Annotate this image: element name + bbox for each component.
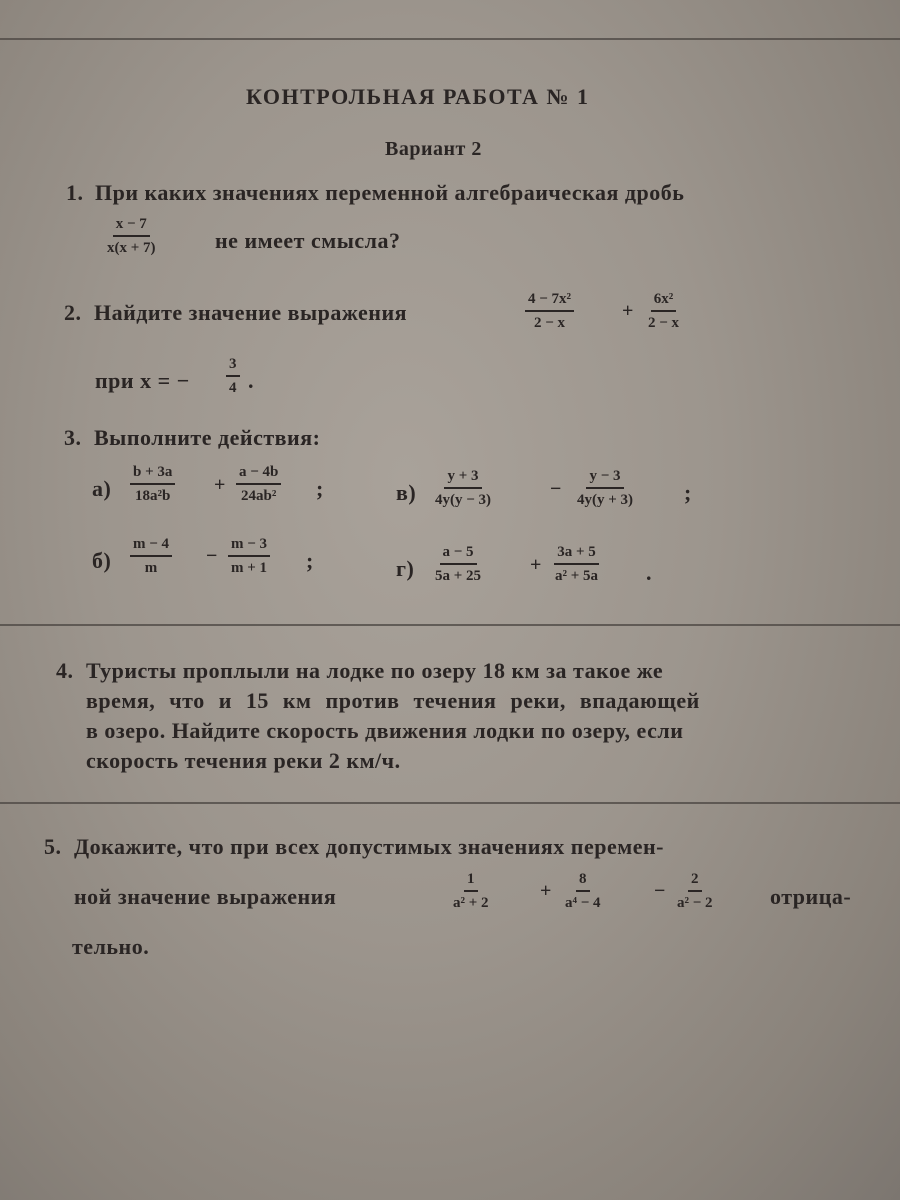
task3b-den2: m + 1: [231, 560, 268, 576]
task1-text: При каких значениях переменной алгебраическая дробь: [95, 180, 685, 205]
task2-text: Найдите значение выражения: [94, 300, 408, 325]
task5-fraction-2: [562, 870, 604, 912]
task1-text-after: не имеет смысла?: [215, 228, 401, 253]
task3v-fraction-1: [432, 467, 494, 509]
task5-den1: a² + 2: [453, 895, 489, 911]
task2-x-numerator: 3: [226, 355, 240, 377]
task4-number: 4.: [56, 658, 74, 683]
task3g-den1: 5a + 25: [435, 568, 482, 584]
task3-number: 3.: [64, 425, 82, 450]
task3v-den2: 4y(y + 3): [577, 492, 634, 508]
task3b-fraction-1: [130, 535, 172, 577]
task2-fraction-2-numerator: 6x²: [651, 290, 677, 312]
variant-label: Вариант 2: [385, 138, 482, 160]
task3g-num1: a − 5: [440, 543, 477, 565]
task3g-fraction-1: [432, 543, 484, 585]
task1-fraction-numerator: x − 7: [113, 215, 150, 237]
task3b-end: ;: [306, 548, 314, 573]
task3a-operator: +: [214, 474, 226, 496]
task3b-num2: m − 3: [228, 535, 270, 557]
task5-operator-2: −: [654, 880, 666, 902]
top-divider: [0, 38, 900, 40]
divider-before-task4: [0, 624, 900, 626]
task3v-end: ;: [684, 480, 692, 505]
task3b-operator: −: [206, 545, 218, 567]
task3b-num1: m − 4: [130, 535, 172, 557]
task2-condition: при x = −: [95, 368, 190, 393]
task3a-label: а): [92, 476, 112, 501]
task4-line3: в озеро. Найдите скорость движения лодки по озеру, если: [86, 718, 684, 743]
task4-line2: время, что и 15 км против течения реки, впадающей: [86, 688, 700, 713]
divider-before-task5: [0, 802, 900, 804]
task3a-den2: 24ab²: [241, 488, 277, 504]
task5-line2-end: отрица-: [770, 884, 852, 909]
task3v-num1: y + 3: [444, 467, 481, 489]
task3a-num2: a − 4b: [236, 463, 281, 485]
task3-text: Выполните действия:: [94, 425, 321, 450]
task5-line2: ной значение выражения: [74, 884, 337, 909]
task2-fraction-1-denominator: 2 − x: [533, 315, 566, 331]
task5-num2: 8: [576, 870, 590, 892]
task5-number: 5.: [44, 834, 62, 859]
task2-fraction-1-numerator: 4 − 7x²: [525, 290, 574, 312]
task3v-operator: −: [550, 478, 562, 500]
task3b-label: б): [92, 548, 112, 573]
task3g-fraction-2: [552, 543, 601, 585]
task2-fraction-2-denominator: 2 − x: [648, 315, 680, 331]
task1-number: 1.: [66, 180, 84, 205]
task3a-den1: 18a²b: [135, 488, 171, 504]
task3g-den2: a² + 5a: [555, 568, 599, 584]
task3a-num1: b + 3a: [130, 463, 175, 485]
task3a-fraction-1: [130, 463, 175, 505]
page-title: КОНТРОЛЬНАЯ РАБОТА № 1: [246, 84, 590, 109]
task3v-fraction-2: [574, 467, 636, 509]
task4-line4: скорость течения реки 2 км/ч.: [86, 748, 401, 773]
task5-operator-1: +: [540, 880, 552, 902]
task2-number: 2.: [64, 300, 82, 325]
task3g-operator: +: [530, 554, 542, 576]
task1-fraction: [104, 215, 159, 257]
task3v-den1: 4y(y − 3): [435, 492, 492, 508]
task5-num3: 2: [688, 870, 702, 892]
task3v-num2: y − 3: [586, 467, 623, 489]
task2-x-denominator: 4: [229, 380, 237, 396]
task3a-fraction-2: [236, 463, 281, 505]
task3a-end: ;: [316, 476, 324, 501]
task2-fraction-1: [525, 290, 574, 332]
task2-fraction-2: [645, 290, 682, 332]
task3g-label: г): [396, 556, 415, 581]
task5-num1: 1: [464, 870, 478, 892]
task2-period: .: [248, 368, 254, 393]
task5-line1: Докажите, что при всех допустимых значениях перемен-: [74, 834, 664, 859]
task3g-end: .: [646, 560, 652, 585]
task5-line3: тельно.: [72, 934, 150, 959]
task2-plus: +: [622, 300, 634, 322]
task5-fraction-3: [674, 870, 716, 912]
task5-den2: a⁴ − 4: [565, 895, 601, 911]
task5-den3: a² − 2: [677, 895, 713, 911]
task3g-num2: 3a + 5: [554, 543, 599, 565]
task5-fraction-1: [450, 870, 492, 912]
task2-x-fraction: [226, 355, 240, 397]
task3v-label: в): [396, 480, 417, 505]
task3b-fraction-2: [228, 535, 270, 577]
task3b-den1: m: [144, 560, 158, 576]
task1-fraction-denominator: x(x + 7): [107, 240, 156, 256]
task4-line1: Туристы проплыли на лодке по озеру 18 км за такое же: [86, 658, 664, 683]
